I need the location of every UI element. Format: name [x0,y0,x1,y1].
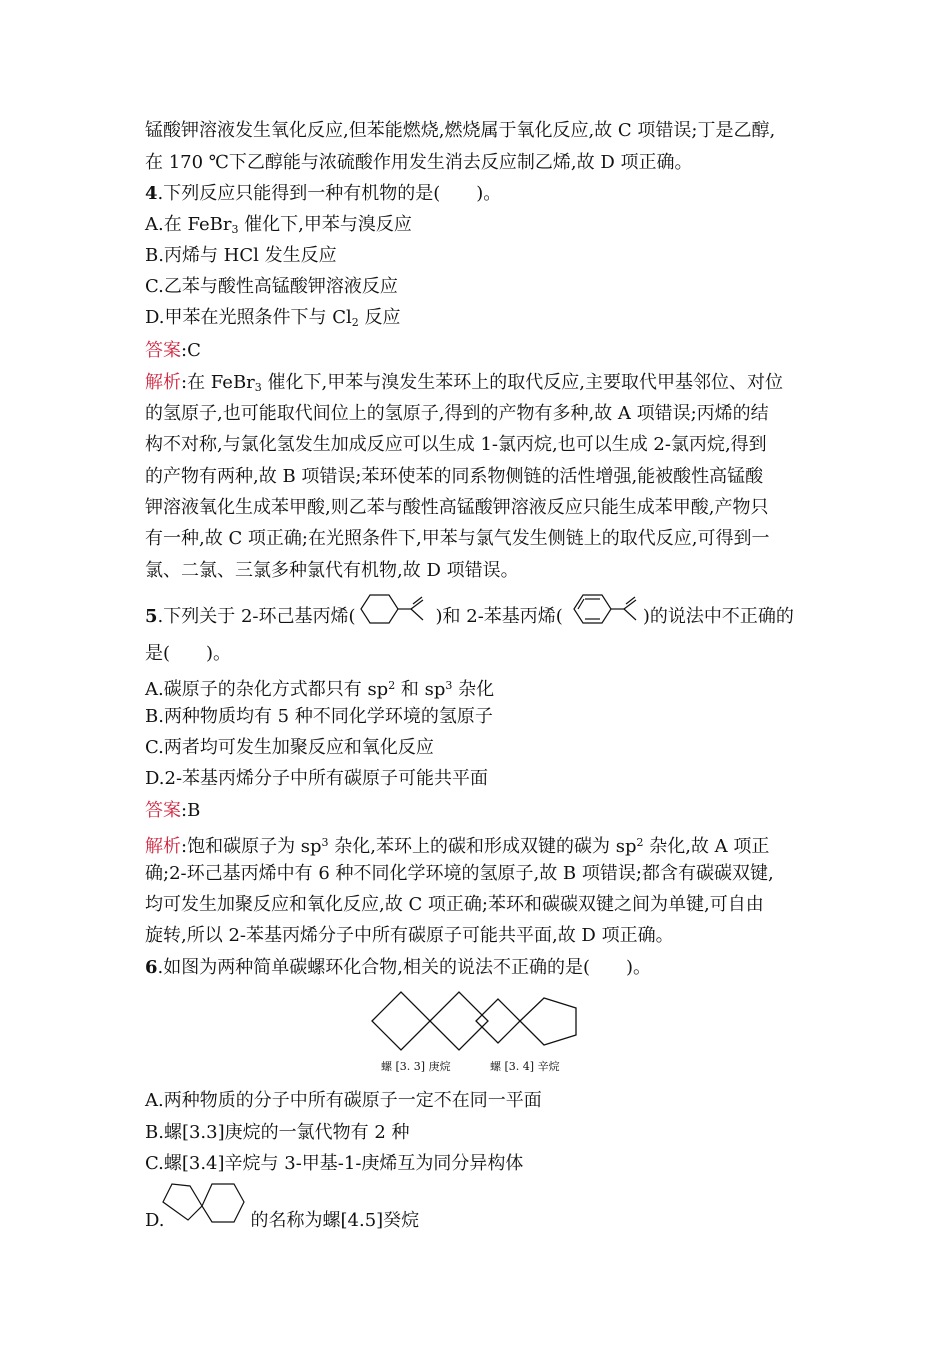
q4-explanation-7: 氯、二氯、三氯多种氯代有机物,故 D 项错误。 [145,560,519,581]
q4-option-d: D.甲苯在光照条件下与 $Cl_2$ 反应 [145,307,401,329]
q4-answer: 答案:C [145,340,201,361]
spiro-4-5-decane-structure [160,1178,248,1226]
q4-stem: 4.下列反应只能得到一种有机物的是( )。 [145,183,502,204]
caption-spiro-3-4: 螺 [3. 4] 辛烷 [490,1060,560,1073]
q6-option-a: A.两种物质的分子中所有碳原子一定不在同一平面 [145,1090,542,1111]
q5-stem: 5.下列关于 2-环己基丙烯( )和 2-苯基丙烯( )的说法中不正确的 [145,606,794,627]
q5-option-b: B.两种物质均有 5 种不同化学环境的氢原子 [145,706,493,727]
q6-stem: 6.如图为两种简单碳螺环化合物,相关的说法不正确的是( )。 [145,957,652,978]
q4-explanation-1: 解析:在 FeBr$_3$ 催化下,甲苯与溴发生苯环上的取代反应,主要取代甲基邻位、对位 [145,372,783,394]
answer-label: 答案 [145,340,181,361]
q5-option-d: D.2-苯基丙烯分子中所有碳原子可能共平面 [145,768,489,789]
q4-option-b: B.丙烯与 HCl 发生反应 [145,245,337,266]
intro-line-1: 锰酸钾溶液发生氧化反应,但苯能燃烧,燃烧属于氧化反应,故 C 项错误;丁是乙醇, [145,120,776,141]
q5-answer: 答案:B [145,800,201,821]
spiro-compounds-figure [368,988,583,1054]
q5-explanation-2: 确;2-环己基丙烯中有 6 种不同化学环境的氢原子,故 B 项错误;都含有碳碳双键, [145,863,774,884]
q4-explanation-4: 的产物有两种,故 B 项错误;苯环使苯的同系物侧链的活性增强,能被酸性高锰酸 [145,466,764,487]
q5-explanation-1: 解析:饱和碳原子为 $sp^3$ 杂化,苯环上的碳和形成双键的碳为 $sp^2$ 杂化,故 A 项正 [145,836,770,857]
q4-explanation-3: 构不对称,与氯化氢发生加成反应可以生成 1-氯丙烷,也可以生成 2-氯丙烷,得到 [145,434,767,455]
q4-explanation-5: 钾溶液氧化生成苯甲酸,则乙苯与酸性高锰酸钾溶液反应只能生成苯甲酸,产物只 [145,497,769,518]
explanation-label: 解析 [145,372,181,393]
q4-option-a: A.在 FeBr$_3$ 催化下,甲苯与溴反应 [145,214,412,236]
q4-option-c: C.乙苯与酸性高锰酸钾溶液反应 [145,276,398,297]
q6-option-b: B.螺[3.3]庚烷的一氯代物有 2 种 [145,1122,410,1143]
phenylpropene-structure [566,590,648,628]
q5-explanation-3: 均可发生加聚反应和氧化反应,故 C 项正确;苯环和碳碳双键之间为单键,可自由 [145,894,764,915]
caption-spiro-3-3: 螺 [3. 3] 庚烷 [381,1060,451,1073]
intro-line-2: 在 170 ℃下乙醇能与浓硫酸作用发生消去反应制乙烯,故 D 项正确。 [145,152,693,173]
q4-explanation-2: 的氢原子,也可能取代间位上的氢原子,得到的产物有多种,故 A 项错误;丙烯的结 [145,403,769,424]
cyclohexylpropene-structure [353,590,435,628]
q5-option-c: C.两者均可发生加聚反应和氧化反应 [145,737,434,758]
q6-option-c: C.螺[3.4]辛烷与 3-甲基-1-庚烯互为同分异构体 [145,1153,524,1174]
q5-explanation-4: 旋转,所以 2-苯基丙烯分子中所有碳原子可能共平面,故 D 项正确。 [145,925,674,946]
q4-number: 4 [145,183,158,204]
q5-stem-2: 是( )。 [145,643,232,664]
q4-explanation-6: 有一种,故 C 项正确;在光照条件下,甲苯与氯气发生侧链上的取代反应,可得到一 [145,528,770,549]
q6-option-d: D. 的名称为螺[4.5]癸烷 [145,1210,420,1231]
q5-option-a: A.碳原子的杂化方式都只有 $sp^2$ 和 $sp^3$ 杂化 [145,679,495,700]
